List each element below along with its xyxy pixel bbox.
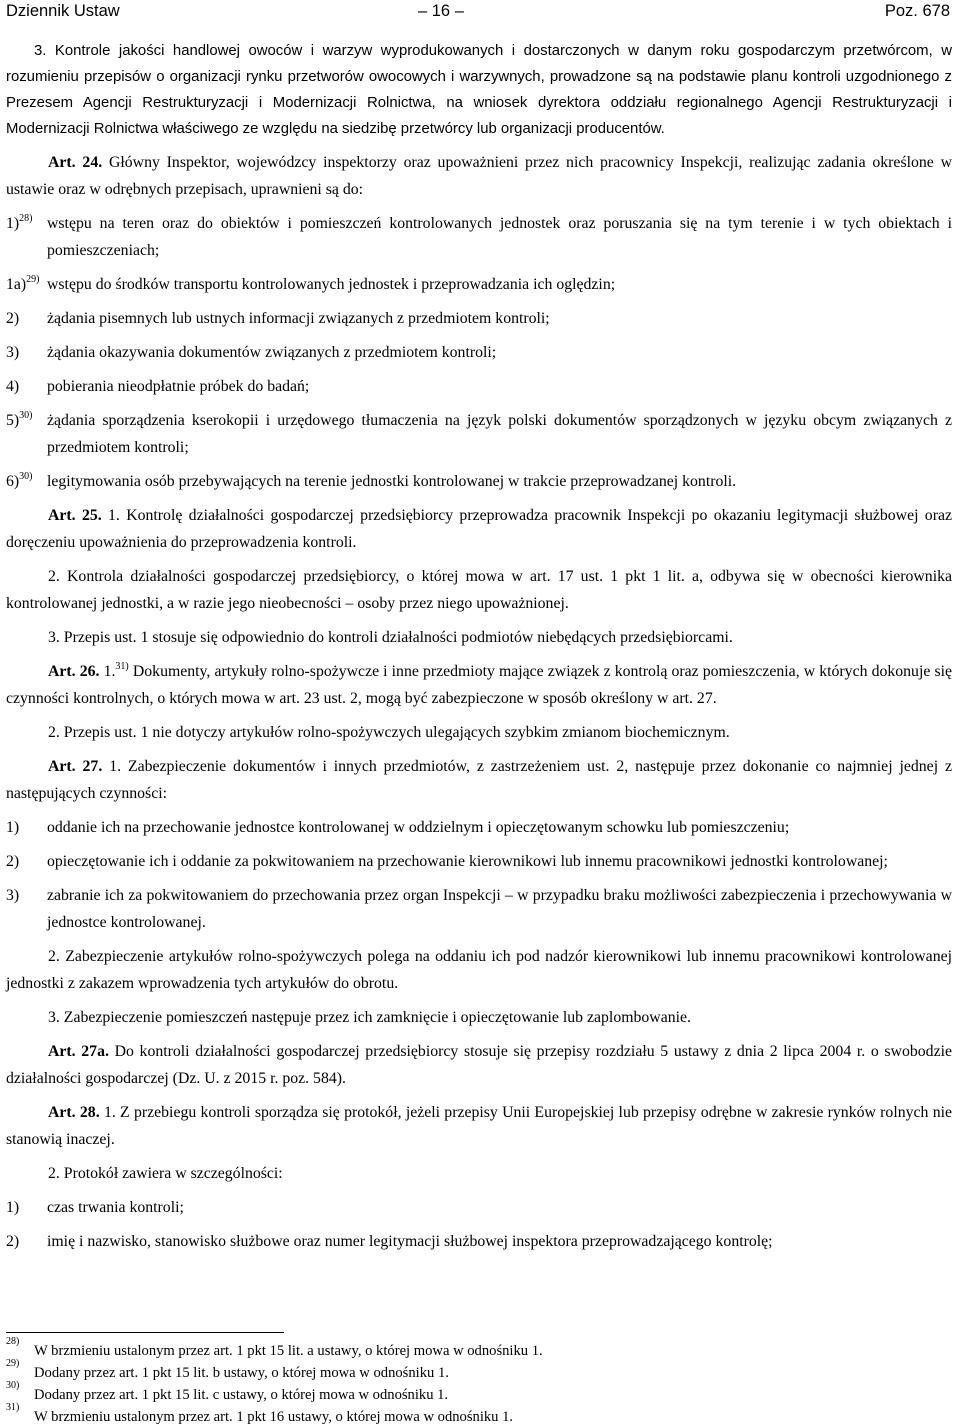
- footnote-number: 29): [6, 1358, 20, 1369]
- art27-list: [6, 814, 952, 936]
- art27a-label: Art. 27a.: [48, 1043, 109, 1060]
- footnote-number: 28): [6, 1336, 20, 1347]
- item-number: 1): [6, 1199, 20, 1216]
- art24-list: [6, 210, 952, 495]
- art24-text: Główny Inspektor, wojewódzcy inspektorzy oraz upoważnieni przez nich pracownicy Inspekcji, realizując zadania określone w ustawie oraz w odrębnych przepisach, uprawnieni są do:: [6, 154, 952, 198]
- art27-item: [6, 814, 952, 841]
- art24-item: [6, 271, 952, 298]
- item-text: legitymowania osób przebywających na terenie jednostki kontrolowanej w trakcie przeprowadzanej kontroli.: [47, 473, 737, 490]
- item-text: opieczętowanie ich i oddanie za pokwitowaniem na przechowanie kierownikowi lub innemu pracownikowi jednostki kontrolowanej;: [47, 853, 888, 870]
- footnote-number: 31): [6, 1402, 20, 1413]
- item-text: zabranie ich za pokwitowaniem do przechowania przez organ Inspekcji – w przypadku braku możliwości zabezpieczenia i przechowywania w jednostce kontrolowanej.: [47, 887, 952, 931]
- art27-par2: 2. Zabezpieczenie artykułów rolno-spożywczych polega na oddaniu ich pod nadzór kierownikowi lub innemu pracownikowi kontrolowanej jednostki z zakazem wprowadzenia tych artykułów do obrotu.: [6, 948, 952, 992]
- item-number: 1a)$^{29)}$: [6, 273, 40, 293]
- item-number: 2): [6, 1233, 20, 1250]
- page-number: – 16 –: [418, 2, 464, 20]
- art24-label: Art. 24.: [48, 154, 103, 171]
- item-text: wstępu do środków transportu kontrolowanych jednostek i przeprowadzania ich oględzin;: [47, 276, 616, 293]
- position-number: Poz. 678: [884, 2, 950, 20]
- art24-item: [6, 468, 952, 495]
- item-number: 3): [6, 887, 20, 904]
- item-number: 3): [6, 344, 20, 361]
- art27a-text: Art. 27a. Do kontroli działalności gospodarczej przedsiębiorcy stosuje się przepisy rozdziału 5 ustawy z dnia 2 lipca 2004 r. o swobodzie działalności gospodarczej (Dz. U. z 2015 r. poz. 584).: [6, 1043, 952, 1087]
- art27-par3: 3. Zabezpieczenie pomieszczeń następuje przez ich zamknięcie i opieczętowanie lub zaplombowanie.: [48, 1009, 691, 1026]
- art28-list: [6, 1194, 952, 1255]
- art27-item: [6, 848, 952, 875]
- footnote-ref: 28): [19, 212, 33, 224]
- art23-par3-block: [6, 38, 952, 142]
- item-number: 1): [6, 819, 20, 836]
- footnote-ref: 31): [115, 660, 129, 672]
- art24-item: [6, 339, 952, 366]
- footnote-number: 30): [6, 1380, 20, 1391]
- item-text: czas trwania kontroli;: [47, 1199, 184, 1216]
- art26-label: Art. 26.: [48, 663, 100, 680]
- art27-item: [6, 882, 952, 936]
- journal-title: Dziennik Ustaw: [6, 2, 120, 20]
- item-number: 1)$^{28)}$: [6, 212, 33, 232]
- art28-label: Art. 28.: [48, 1104, 100, 1121]
- footnote-text: W brzmieniu ustalonym przez art. 1 pkt 15 lit. a ustawy, o której mowa w odnośniku 1.: [34, 1343, 543, 1359]
- item-text: oddanie ich na przechowanie jednostce kontrolowanej w oddzielnym i opieczętowanym schowku lub pomieszczeniu;: [47, 819, 790, 836]
- footnote: [6, 1358, 952, 1384]
- item-text: żądania pisemnych lub ustnych informacji związanych z przedmiotem kontroli;: [47, 310, 550, 327]
- art24-item: [6, 210, 952, 264]
- art26-par2: 2. Przepis ust. 1 nie dotyczy artykułów rolno-spożywczych ulegających szybkim zmianom biochemicznym.: [48, 724, 730, 741]
- art24-item: [6, 373, 952, 400]
- art24-item: [6, 407, 952, 461]
- art28-item: [6, 1228, 952, 1255]
- footnote: [6, 1380, 952, 1406]
- art25-par1: Art. 25. 1. Kontrolę działalności gospodarczej przedsiębiorcy przeprowadza pracownik Inspekcji po okazaniu legitymacji służbowej oraz doręczeniu upoważnienia do przeprowadzenia kontroli.: [6, 507, 952, 551]
- art25-label: Art. 25.: [48, 507, 102, 524]
- art27-par1: Art. 27. 1. Zabezpieczenie dokumentów i innych przedmiotów, z zastrzeżeniem ust. 2, następuje przez dokonanie co najmniej jednej z następujących czynności:: [6, 758, 952, 802]
- art23-par3: 3. Kontrole jakości handlowej owoców i warzyw wyprodukowanych i dostarczonych w danym roku gospodarczym przetwórcom, w rozumieniu przepisów o organizacji rynku przetworów owocowych i warzywnych, prowadzone są na podstawie planu kontroli uzgodnionego z Prezesem Agencji Restrukturyzacji i Modernizacji Rolnictwa, na wniosek dyrektora oddziału regionalnego Agencji Restrukturyzacji i Modernizacji Rolnictwa właściwego ze względu na siedzibę przetwórcy lub organizacji producentów.: [6, 43, 952, 137]
- item-number: 6)$^{30)}$: [6, 470, 33, 490]
- art25-par2: 2. Kontrola działalności gospodarczej przedsiębiorcy, o której mowa w art. 17 ust. 1 pkt 1 lit. a, odbywa się w obecności kierownika kontrolowanej jednostki, a w razie jego nieobecności – osoby przez niego upoważnionej.: [6, 568, 952, 612]
- item-number: 4): [6, 378, 20, 395]
- footnote-text: Dodany przez art. 1 pkt 15 lit. b ustawy, o której mowa w odnośniku 1.: [34, 1365, 449, 1381]
- item-text: żądania sporządzenia kserokopii i urzędowego tłumaczenia na język polski dokumentów sporządzonych w języku obcym związanych z przedmiotem kontroli;: [47, 412, 952, 456]
- footnote-ref: 29): [26, 273, 40, 285]
- item-text: żądania okazywania dokumentów związanych z przedmiotem kontroli;: [47, 344, 497, 361]
- footnote-separator: [6, 1332, 284, 1333]
- footnote-ref: 30): [19, 409, 33, 421]
- footnotes: [6, 1336, 952, 1428]
- art27-label: Art. 27.: [48, 758, 103, 775]
- art26-par1: Art. 26. 1.$^{31)}$ Dokumenty, artykuły rolno-spożywcze i inne przedmioty mające związek z kontrolą oraz pomieszczenia, w których dokonuje się czynności kontrolnych, o których mowa w art. 23 ust. 2, mogą być zabezpieczone w sposób określony w art. 27.: [6, 660, 952, 707]
- item-text: pobierania nieodpłatnie próbek do badań;: [47, 378, 310, 395]
- art25-par3: 3. Przepis ust. 1 stosuje się odpowiednio do kontroli działalności podmiotów niebędących przedsiębiorcami.: [48, 629, 733, 646]
- item-number: 2): [6, 310, 20, 327]
- item-number: 2): [6, 853, 20, 870]
- footnote-text: W brzmieniu ustalonym przez art. 1 pkt 16 ustawy, o której mowa w odnośniku 1.: [34, 1409, 514, 1425]
- document-body: [6, 38, 952, 1255]
- art28-par1: Art. 28. 1. Z przebiegu kontroli sporządza się protokół, jeżeli przepisy Unii Europejskiej lub przepisy odrębne w zakresie rynków rolnych nie stanowią inaczej.: [6, 1104, 953, 1148]
- footnote-text: Dodany przez art. 1 pkt 15 lit. c ustawy, o której mowa w odnośniku 1.: [34, 1387, 449, 1403]
- footnote-ref: 30): [19, 470, 33, 482]
- page-header: [6, 0, 954, 22]
- item-number: 5)$^{30)}$: [6, 409, 33, 429]
- item-text: imię i nazwisko, stanowisko służbowe oraz numer legitymacji służbowej inspektora przeprowadzającego kontrolę;: [47, 1233, 773, 1250]
- art28-par2: 2. Protokół zawiera w szczególności:: [48, 1165, 283, 1182]
- art28-item: [6, 1194, 952, 1221]
- item-text: wstępu na teren oraz do obiektów i pomieszczeń kontrolowanych jednostek oraz poruszania się na tym terenie i w tych obiektach i pomieszczeniach;: [47, 215, 952, 259]
- art24-item: [6, 305, 952, 332]
- footnote: [6, 1336, 952, 1362]
- art24-intro: [6, 149, 952, 203]
